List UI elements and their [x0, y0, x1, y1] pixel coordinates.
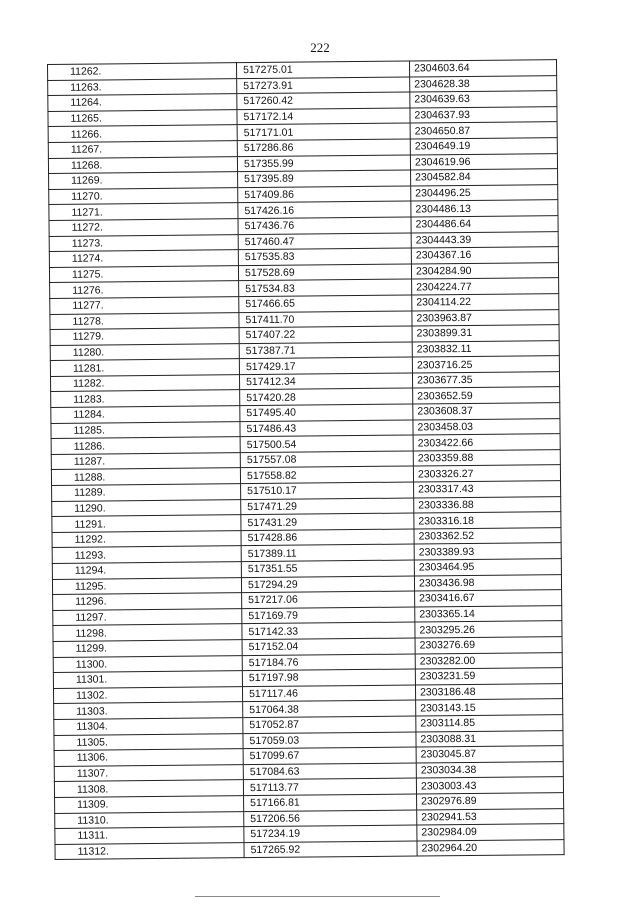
easting-cell: 517171.01	[237, 123, 410, 140]
point-number-cell: 11309.	[55, 796, 244, 813]
easting-cell: 517534.83	[239, 279, 412, 296]
northing-cell: 2303389.93	[414, 543, 561, 560]
northing-cell: 2304284.90	[411, 262, 558, 279]
northing-cell: 2304603.64	[409, 60, 556, 77]
northing-cell: 2303677.35	[412, 371, 559, 388]
easting-cell: 517234.19	[244, 825, 417, 842]
northing-cell: 2303186.48	[415, 683, 562, 700]
point-number-cell: 11284.	[51, 406, 240, 423]
point-number-cell: 11301.	[53, 671, 242, 688]
northing-cell: 2304486.13	[411, 200, 558, 217]
point-number-cell: 11312.	[55, 842, 244, 859]
easting-cell: 517426.16	[238, 201, 411, 218]
northing-cell: 2302976.89	[417, 792, 564, 809]
easting-cell: 517351.55	[241, 560, 414, 577]
point-number-cell: 11262.	[48, 63, 237, 80]
northing-cell: 2304639.63	[410, 91, 557, 108]
point-number-cell: 11285.	[51, 421, 240, 438]
point-number-cell: 11282.	[50, 375, 239, 392]
point-number-cell: 11264.	[48, 94, 237, 111]
coordinate-table-container	[47, 59, 564, 858]
northing-cell: 2303003.43	[416, 777, 563, 794]
coordinate-table-body	[48, 60, 565, 860]
point-number-cell: 11281.	[50, 359, 239, 376]
northing-cell: 2304486.64	[411, 216, 558, 233]
northing-cell: 2303359.88	[413, 449, 560, 466]
point-number-cell: 11279.	[50, 328, 239, 345]
northing-cell: 2303899.31	[412, 325, 559, 342]
point-number-cell: 11293.	[52, 546, 241, 563]
point-number-cell: 11280.	[50, 343, 239, 360]
point-number-cell: 11295.	[52, 577, 241, 594]
easting-cell: 517294.29	[241, 576, 414, 593]
northing-cell: 2302964.20	[417, 839, 564, 856]
point-number-cell: 11286.	[51, 437, 240, 454]
point-number-cell: 11267.	[48, 141, 237, 158]
easting-cell: 517152.04	[242, 638, 415, 655]
easting-cell: 517117.46	[242, 685, 415, 702]
northing-cell: 2303317.43	[414, 481, 561, 498]
easting-cell: 517436.76	[238, 217, 411, 234]
northing-cell: 2303276.69	[415, 637, 562, 654]
northing-cell: 2303282.00	[415, 652, 562, 669]
point-number-cell: 11292.	[52, 530, 241, 547]
point-number-cell: 11305.	[54, 733, 243, 750]
point-number-cell: 11283.	[51, 390, 240, 407]
point-number-cell: 11272.	[49, 219, 238, 236]
point-number-cell: 11270.	[49, 187, 238, 204]
northing-cell: 2303143.15	[416, 699, 563, 716]
easting-cell: 517535.83	[238, 248, 411, 265]
point-number-cell: 11273.	[49, 234, 238, 251]
point-number-cell: 11263.	[48, 78, 237, 95]
northing-cell: 2303608.37	[413, 403, 560, 420]
point-number-cell: 11298.	[53, 624, 242, 641]
easting-cell: 517557.08	[240, 451, 413, 468]
point-number-cell: 11275.	[49, 265, 238, 282]
easting-cell: 517428.86	[241, 529, 414, 546]
northing-cell: 2302984.09	[417, 824, 564, 841]
easting-cell: 517169.79	[242, 607, 415, 624]
northing-cell: 2303436.98	[414, 574, 561, 591]
easting-cell: 517166.81	[244, 794, 417, 811]
northing-cell: 2304496.25	[411, 184, 558, 201]
point-number-cell: 11311.	[55, 827, 244, 844]
northing-cell: 2304114.22	[412, 294, 559, 311]
easting-cell: 517387.71	[239, 342, 412, 359]
easting-cell: 517500.54	[240, 435, 413, 452]
point-number-cell: 11288.	[51, 468, 240, 485]
easting-cell: 517355.99	[237, 155, 410, 172]
point-number-cell: 11308.	[54, 780, 243, 797]
easting-cell: 517260.42	[237, 92, 410, 109]
northing-cell: 2304649.19	[410, 138, 557, 155]
point-number-cell: 11271.	[49, 203, 238, 220]
easting-cell: 517113.77	[243, 778, 416, 795]
point-number-cell: 11294.	[52, 562, 241, 579]
easting-cell: 517052.87	[243, 716, 416, 733]
point-number-cell: 11306.	[54, 749, 243, 766]
northing-cell: 2303464.95	[414, 559, 561, 576]
northing-cell: 2304367.16	[411, 247, 558, 264]
northing-cell: 2303362.52	[414, 527, 561, 544]
point-number-cell: 11278.	[50, 312, 239, 329]
easting-cell: 517206.56	[244, 809, 417, 826]
point-number-cell: 11300.	[53, 655, 242, 672]
point-number-cell: 11291.	[52, 515, 241, 532]
easting-cell: 517510.17	[241, 482, 414, 499]
northing-cell: 2303422.66	[413, 434, 560, 451]
northing-cell: 2303458.03	[413, 418, 560, 435]
easting-cell: 517495.40	[240, 404, 413, 421]
point-number-cell: 11269.	[49, 172, 238, 189]
easting-cell: 517172.14	[237, 108, 410, 125]
easting-cell: 517059.03	[243, 732, 416, 749]
page-number: 222	[310, 40, 330, 55]
page-footer-rule	[195, 896, 440, 897]
northing-cell: 2304637.93	[410, 106, 557, 123]
easting-cell: 517099.67	[243, 747, 416, 764]
northing-cell: 2303114.85	[416, 715, 563, 732]
point-number-cell: 11274.	[49, 250, 238, 267]
point-number-cell: 11310.	[55, 811, 244, 828]
point-number-cell: 11265.	[48, 109, 237, 126]
point-number-cell: 11266.	[48, 125, 237, 142]
coordinate-table	[47, 59, 565, 860]
northing-cell: 2303832.11	[412, 340, 559, 357]
easting-cell: 517411.70	[239, 311, 412, 328]
easting-cell: 517064.38	[243, 700, 416, 717]
easting-cell: 517528.69	[238, 264, 411, 281]
easting-cell: 517286.86	[237, 139, 410, 156]
easting-cell: 517084.63	[243, 763, 416, 780]
point-number-cell: 11287.	[51, 453, 240, 470]
easting-cell: 517273.91	[237, 77, 410, 94]
northing-cell: 2303336.88	[414, 496, 561, 513]
northing-cell: 2303088.31	[416, 730, 563, 747]
easting-cell: 517184.76	[242, 654, 415, 671]
point-number-cell: 11277.	[50, 297, 239, 314]
easting-cell: 517466.65	[239, 295, 412, 312]
northing-cell: 2303326.27	[413, 465, 560, 482]
northing-cell: 2303652.59	[413, 387, 560, 404]
northing-cell: 2304628.38	[410, 75, 557, 92]
easting-cell: 517486.43	[240, 420, 413, 437]
northing-cell: 2304650.87	[410, 122, 557, 139]
point-number-cell: 11297.	[53, 608, 242, 625]
point-number-cell: 11299.	[53, 640, 242, 657]
northing-cell: 2304443.39	[411, 231, 558, 248]
northing-cell: 2303416.67	[415, 590, 562, 607]
easting-cell: 517409.86	[238, 186, 411, 203]
northing-cell: 2303034.38	[416, 761, 563, 778]
easting-cell: 517407.22	[239, 326, 412, 343]
point-number-cell: 11289.	[52, 484, 241, 501]
point-number-cell: 11276.	[50, 281, 239, 298]
easting-cell: 517217.06	[242, 591, 415, 608]
easting-cell: 517197.98	[242, 669, 415, 686]
easting-cell: 517431.29	[241, 513, 414, 530]
easting-cell: 517471.29	[241, 498, 414, 515]
northing-cell: 2304582.84	[411, 169, 558, 186]
northing-cell: 2303295.26	[415, 621, 562, 638]
easting-cell: 517275.01	[236, 61, 409, 78]
easting-cell: 517460.47	[238, 233, 411, 250]
easting-cell: 517412.34	[239, 373, 412, 390]
point-number-cell: 11268.	[48, 156, 237, 173]
point-number-cell: 11303.	[54, 702, 243, 719]
point-number-cell: 11304.	[54, 718, 243, 735]
point-number-cell: 11307.	[54, 764, 243, 781]
northing-cell: 2303365.14	[415, 605, 562, 622]
easting-cell: 517420.28	[240, 388, 413, 405]
easting-cell: 517142.33	[242, 622, 415, 639]
northing-cell: 2302941.53	[417, 808, 564, 825]
northing-cell: 2303716.25	[412, 356, 559, 373]
northing-cell: 2304619.96	[410, 153, 557, 170]
northing-cell: 2303963.87	[412, 309, 559, 326]
easting-cell: 517558.82	[240, 466, 413, 483]
northing-cell: 2303316.18	[414, 512, 561, 529]
easting-cell: 517429.17	[239, 357, 412, 374]
northing-cell: 2303231.59	[415, 668, 562, 685]
easting-cell: 517395.89	[238, 170, 411, 187]
easting-cell: 517265.92	[244, 841, 417, 858]
point-number-cell: 11302.	[53, 686, 242, 703]
point-number-cell: 11290.	[52, 499, 241, 516]
northing-cell: 2303045.87	[416, 746, 563, 763]
easting-cell: 517389.11	[241, 544, 414, 561]
point-number-cell: 11296.	[53, 593, 242, 610]
northing-cell: 2304224.77	[412, 278, 559, 295]
